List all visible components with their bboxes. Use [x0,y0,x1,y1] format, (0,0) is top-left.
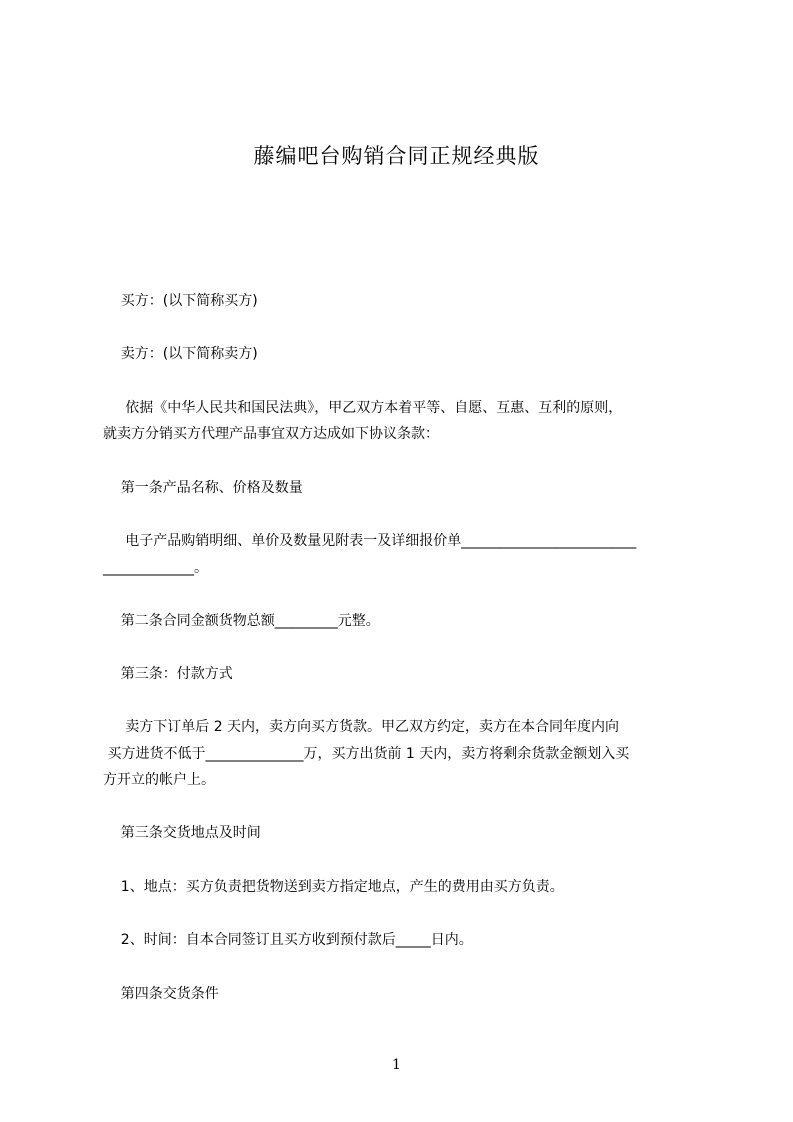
article-3-line-2: 买方进货不低于______________万，买方出货前 1 天内，卖方将剩余货款金额划入买 [103,746,630,762]
article-3b-heading: 第三条交货地点及时间 [103,825,261,841]
article-1-line-2: _____________。 [103,560,208,576]
article-2-line: 第二条合同金额货物总额_________元整。 [103,613,380,629]
article-3-line-1: 卖方下订单后 2 天内，卖方向买方货款。甲乙双方约定，卖方在本合同年度内向 [103,719,620,735]
delivery-place-line: 1、地点：买方负责把货物送到卖方指定地点，产生的费用由买方负责。 [103,879,564,895]
article-3-line-3: 方开立的帐户上。 [103,772,215,788]
basis-paragraph-line-1: 依据《中华人民共和国民法典》，甲乙双方本着平等、自愿、互惠、互利的原则， [103,400,623,416]
article-1-heading: 第一条产品名称、价格及数量 [103,480,303,496]
article-4-heading: 第四条交货条件 [103,986,219,1002]
article-3-heading: 第三条：付款方式 [103,666,233,682]
article-1-line-1: 电子产品购销明细、单价及数量见附表一及详细报价单_________________________ [103,533,637,549]
document-title: 藤编吧台购销合同正规经典版 [253,144,540,168]
page-number: 1 [392,1057,401,1073]
buyer-line: 买方：(以下简称买方) [103,293,258,309]
basis-paragraph-line-2: 就卖方分销买方代理产品事宜双方达成如下协议条款： [103,426,439,442]
delivery-time-line: 2、时间：自本合同签订且买方收到预付款后_____日内。 [103,932,473,948]
seller-line: 卖方：(以下简称卖方) [103,346,258,362]
